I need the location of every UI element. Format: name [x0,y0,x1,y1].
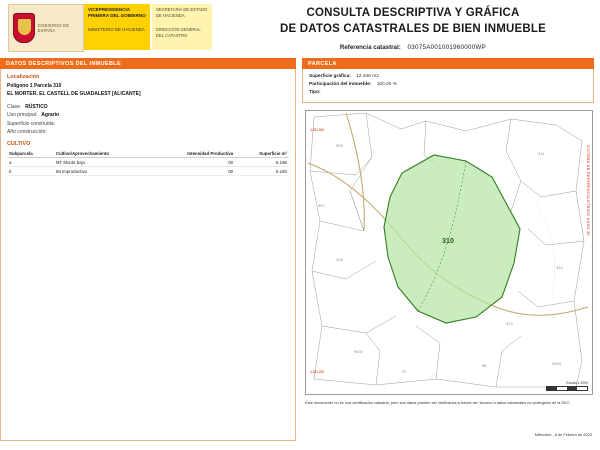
scalebar-graphic [546,386,588,391]
coat-of-arms-icon [13,13,35,43]
secretaria-estado-label: SECRETARÍA DE ESTADO DE HACIENDA [156,7,208,18]
svg-text:9001: 9001 [354,349,363,354]
footer-date: Miércoles , 8 de Febrero de 2023 [534,432,592,437]
localizacion-section [7,74,289,98]
anio-construccion-label: Año construcción: [7,128,47,135]
title-line-2: DE DATOS CATASTRALES DE BIEN INMUEBLE [280,22,546,35]
cell-superficie: 6.150 [235,167,289,176]
referencia-catastral [232,44,594,51]
clase-value: RÚSTICO [25,104,48,110]
spain-crest-block [8,4,84,52]
parcela-header: PARCELA [302,58,594,69]
tipo-label: Tipo: [309,90,321,96]
title-line-1: CONSULTA DESCRIPTIVA Y GRÁFICA [306,7,520,19]
uso-value: Agrario [41,112,60,119]
superficie-grafica-label: Superficie gráfica: [309,74,351,79]
svg-text:308: 308 [336,257,343,262]
participacion-value: 100,00 % [376,82,397,88]
parcela-panel [302,58,594,103]
svg-text:97: 97 [402,369,407,374]
footer-disclaimer: Este documento no es una certificación catastral, pero sus datos pueden ser verificados a través del 'Acceso a datos catastrales no protegidos de la SEC'. [305,400,572,405]
map-reference-system-label: SISTEMA DE REFERENCIA ETRS89 HUSO 30 [586,145,590,236]
datos-descriptivos-header: DATOS DESCRIPTIVOS DEL INMUEBLE [0,58,296,69]
participacion-row [309,81,587,89]
referencia-catastral-label: Referencia catastral: [339,44,401,52]
localizacion-line-1: Polígono 1 Parcela 310 [7,83,62,89]
table-header-row [7,149,289,158]
datos-descriptivos-body [0,69,296,441]
cultivo-section [7,141,289,176]
tipo-row [309,89,587,97]
cell-subparcela: a [7,158,54,167]
map-scalebar [546,381,588,391]
gobierno-de-espana-label: GOBIERNO DE ESPAÑA [37,22,70,33]
participacion-label: Participación del inmueble: [309,82,372,88]
svg-text:4.281.200: 4.281.200 [310,370,325,374]
superficie-grafica-row [309,73,587,81]
uso-label: Uso principal: [7,112,38,119]
parcela-body [302,69,594,103]
superficie-construida-label: Superficie construida: [7,120,56,127]
svg-text:98: 98 [482,363,487,368]
localizacion-line-2: EL MORTER. EL CASTELL DE GUADALEST [ALICANTE] [7,91,141,97]
svg-text:309: 309 [336,143,343,148]
table-row [7,167,289,176]
svg-text:311: 311 [538,151,545,156]
uso-row [7,111,289,119]
superficie-grafica-value: 12.346 m2 [356,74,379,79]
superficie-construida-row [7,120,289,128]
cadastral-map[interactable] [305,110,593,395]
parcel-310-label: 310 [442,238,454,245]
referencia-catastral-value: 03075A001001960000WP [407,44,487,52]
departamento-block [152,4,212,50]
col-superficie: Superficie m² [235,149,289,158]
table-row [7,158,289,167]
svg-text:307: 307 [318,203,325,208]
clase-row [7,103,289,111]
localizacion-title: Localización [7,74,40,80]
cell-superficie: 6.196 [235,158,289,167]
cell-intensidad: 00 [151,167,235,176]
map-scale-label: Escala 1:2000 [566,381,588,385]
anio-construccion-row [7,128,289,136]
svg-text:4.281.500: 4.281.500 [310,128,325,132]
ministerio-hacienda-label: MINISTERIO DE HACIENDA [88,26,145,32]
clase-label: Clase: [7,104,22,110]
vicepresidencia-block [84,4,150,50]
document-title [232,6,594,51]
svg-text:9004: 9004 [552,361,561,366]
svg-text:312: 312 [556,265,563,270]
document-header [0,0,600,62]
col-cultivo: Cultivo/Aprovechamiento [54,149,151,158]
col-subparcela: Subparcela [7,149,54,158]
cell-cultivo: MT Monte bajo [54,158,151,167]
svg-text:313: 313 [506,321,513,326]
map-canvas [306,111,590,392]
datos-descriptivos-panel [0,58,296,450]
col-intensidad: Intensidad Productiva [151,149,235,158]
cultivo-title: CULTIVO [7,141,31,147]
direccion-general-catastro-label: DIRECCIÓN GENERAL DEL CATASTRO [156,27,201,39]
cultivo-table [7,149,289,176]
cell-cultivo: IM Improductivo [54,167,151,176]
clase-section [7,103,289,136]
cell-intensidad: 00 [151,158,235,167]
cell-subparcela: b [7,167,54,176]
vicepresidencia-label: VICEPRESIDENCIA PRIMERA DEL GOBIERNO [88,7,146,18]
